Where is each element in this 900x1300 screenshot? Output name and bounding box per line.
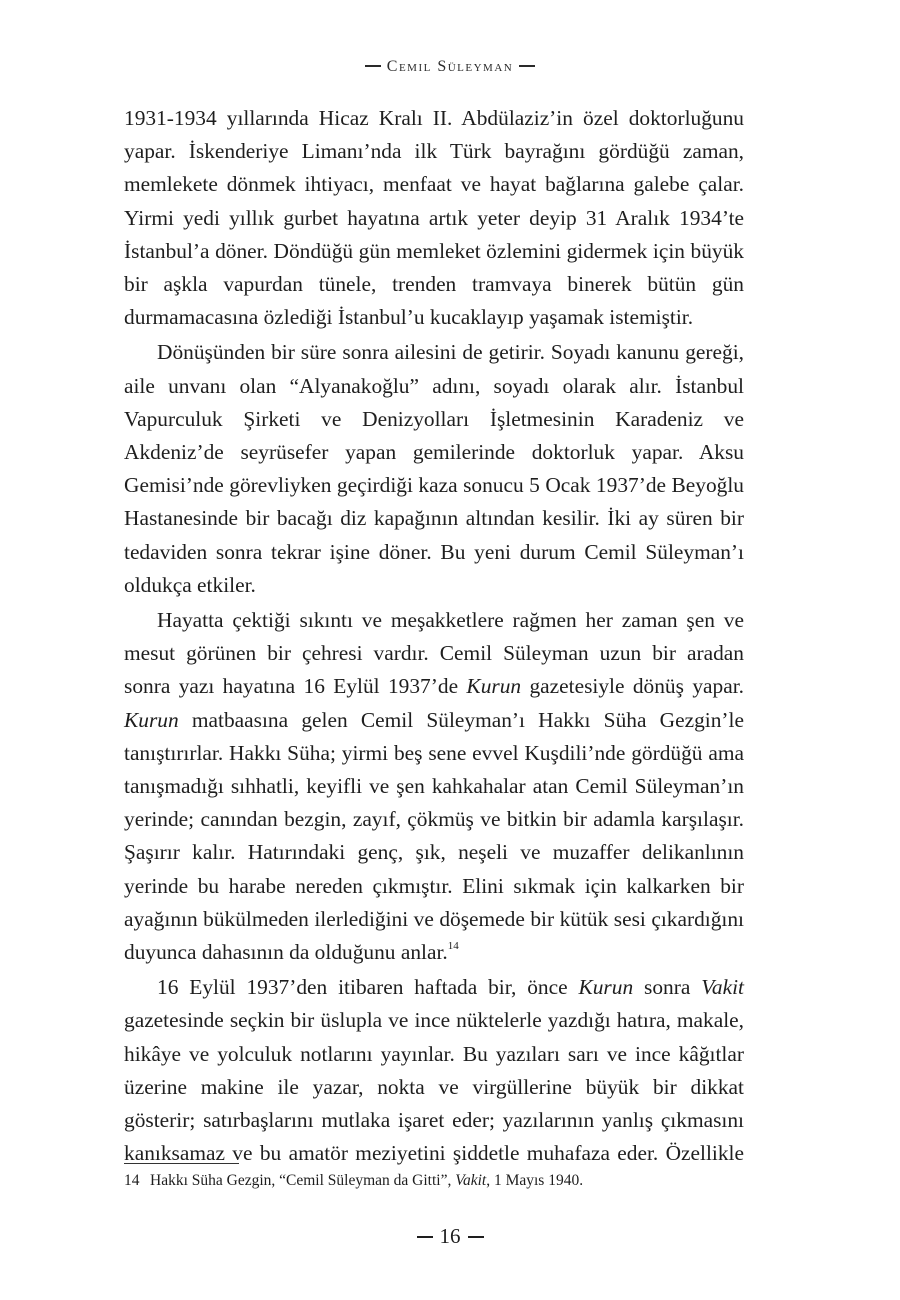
body-text: [124, 102, 744, 1171]
newspaper-title-kurun: Kurun: [578, 975, 634, 1000]
paragraph-2: Dönüşünden bir süre sonra ailesini de getirir. Soyadı kanunu gereği, aile unvanı olan “Alyanakoğlu” adını, soyadı olarak alır. İstanbul Vapurculuk Şirketi ve Denizyolları İşletmesinin Karadeniz ve Akdeniz’de seyrüsefer yapan gemilerinde doktorluk yapar. Aksu Gemisi’nde görevliyken geçirdiği kaza sonucu 5 Ocak 1937’de Beyoğlu Hastanesinde bir bacağı diz kapağının altından kesilir. İki ay süren bir tedaviden sonra tekrar işine döner. Bu yeni durum Cemil Süleyman’ı oldukça etkiler.: [124, 340, 744, 597]
running-head: [0, 58, 900, 76]
footnote-reference[interactable]: 14: [447, 939, 459, 952]
newspaper-title-vakit: Vakit: [701, 975, 744, 1000]
paragraph-4-part-c: gazetesinde seçkin bir üslupla ve ince nüktelerle yazdığı hatıra, makale, hikâye ve yolculuk notlarını yayınlar. Bu yazıları sarı ve ince kâğıtlar üzerine makine ile yazar, nokta ve virgüllerine büyük bir dikkat gösterir; satırbaşlarını mutlaka işaret eder; yazılarının yanlış çıkmasını kanıksamaz ve bu amatör meziyetini şiddetle muhafaza eder. Özellikle: [124, 1008, 744, 1166]
footnote-number: 14: [124, 1172, 140, 1189]
page-number: [0, 1224, 900, 1249]
newspaper-title-kurun: Kurun: [466, 674, 522, 699]
running-head-dash-right: [519, 65, 535, 67]
folio-dash-right: [468, 1236, 484, 1238]
page-number-value: 16: [439, 1224, 461, 1248]
running-head-dash-left: [365, 65, 381, 67]
newspaper-title-kurun: Kurun: [124, 707, 179, 732]
paragraph-4-part-b: sonra: [633, 975, 702, 1000]
paragraph-4: [124, 971, 744, 1170]
paragraph-3-part-c: matbaasına gelen Cemil Süleyman’ı Hakkı Süha Gezgin’le tanıştırırlar. Hakkı Süha; yirmi beş sene evvel Kuşdili’nde gördüğü ama tanışmadığı sıhhatli, keyifli ve şen kahkahalar atan Cemil Süleyman’ın yerinde; canından bezgin, zayıf, çökmüş ve bitkin bir adamla karşılaşır. Şaşırır kalır. Hatırındaki genç, şık, neşeli ve muzaffer delikanlının yerinde bu harabe nereden çıkmıştır. Elini sıkmak için kalkarken bir ayağının bükülmeden ilerlediğini ve döşemede bir kütük sesi çıkardığını duyunca dahasının da olduğunu anlar.: [124, 707, 744, 965]
paragraph-4-part-a: 16 Eylül 1937’den itibaren haftada bir, önce: [157, 975, 579, 1000]
paragraph-3-part-b: gazetesiyle dönüş yapar.: [521, 674, 744, 699]
paragraph-3-part-a: Hayatta çektiği sıkıntı ve meşakketlere rağmen her zaman şen ve mesut görünen bir çehresi vardır. Cemil Süleyman uzun bir aradan sonra yazı hayatına 16 Eylül 1937’de: [124, 608, 744, 699]
footnote-divider: [124, 1163, 239, 1164]
folio-dash-left: [417, 1236, 433, 1238]
paragraph-3: [124, 604, 744, 969]
running-head-title: Cemil Süleyman: [386, 58, 514, 75]
footnote-newspaper-title: Vakit: [455, 1172, 487, 1189]
paragraph-1: 1931-1934 yıllarında Hicaz Kralı II. Abdülaziz’in özel doktorluğunu yapar. İskenderiye Limanı’nda ilk Türk bayrağını gördüğü zaman, memlekete dönmek ihtiyacı, menfaat ve hayat bağlarına galebe çalar. Yirmi yedi yıllık gurbet hayatına artık yeter deyip 31 Aralık 1934’te İstanbul’a döner. Döndüğü gün memleket özlemini gidermek için büyük bir aşkla vapurdan tünele, trenden tramvaya binerek bütün gün durmamacasına özlediği İstanbul’u kucaklayıp yaşamak istemiştir.: [124, 106, 744, 330]
footnote: [124, 1170, 744, 1192]
footnote-text-a: Hakkı Süha Gezgin, “Cemil Süleyman da Gitti”,: [150, 1172, 456, 1189]
footnote-text-b: , 1 Mayıs 1940.: [486, 1172, 584, 1189]
